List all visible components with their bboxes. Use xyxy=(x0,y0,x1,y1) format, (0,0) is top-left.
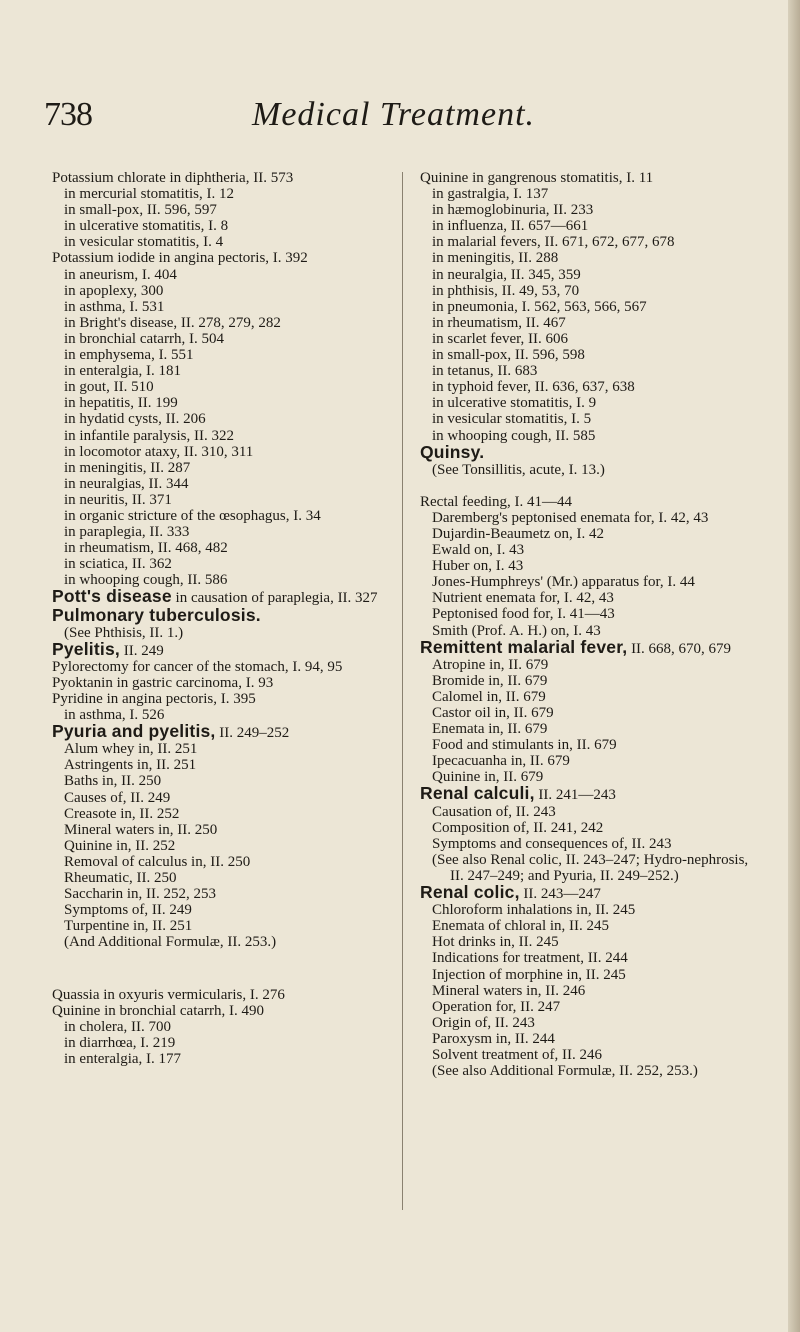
index-entry: Quinine in gangrenous stomatitis, I. 11 xyxy=(420,170,654,186)
index-subentry: in organic stricture of the œsophagus, I. 34 xyxy=(64,507,321,524)
index-subentry: in typhoid fever, II. 636, 637, 638 xyxy=(432,379,635,396)
index-subentry: in ulcerative stomatitis, I. 8 xyxy=(64,218,229,235)
running-title: Medical Treatment. xyxy=(252,96,536,133)
index-subentry: in apoplexy, 300 xyxy=(64,282,164,299)
heading-term: Pyuria and pyelitis, xyxy=(52,721,216,742)
index-subentry: Dujardin-Beaumetz on, I. 42 xyxy=(432,525,605,542)
index-subentry: Baths in, II. 250 xyxy=(64,773,162,790)
index-subentry: in enteralgia, I. 181 xyxy=(64,363,182,380)
index-subentry: Removal of calculus in, II. 250 xyxy=(64,853,251,870)
index-subentry: in gout, II. 510 xyxy=(64,379,154,396)
index-subentry: Mineral waters in, II. 246 xyxy=(432,982,586,999)
index-subentry: in cholera, II. 700 xyxy=(64,1018,172,1035)
index-subentry: (See Phthisis, II. 1.) xyxy=(64,624,184,641)
index-subentry: in small-pox, II. 596, 598 xyxy=(432,347,585,364)
index-subentry: Hot drinks in, II. 245 xyxy=(432,934,559,951)
index-subentry: in bronchial catarrh, I. 504 xyxy=(64,330,224,347)
index-subentry: Causes of, II. 249 xyxy=(64,789,171,806)
index-subentry: Origin of, II. 243 xyxy=(432,1014,535,1031)
heading-term: Renal colic, xyxy=(420,882,520,903)
index-subentry: Quinine in, II. 252 xyxy=(64,837,176,854)
index-subentry: in scarlet fever, II. 606 xyxy=(432,330,569,347)
index-subentry: (See Tonsillitis, acute, I. 13.) xyxy=(432,461,605,478)
index-subentry: Composition of, II. 241, 242 xyxy=(432,819,604,836)
index-subentry: in ulcerative stomatitis, I. 9 xyxy=(432,395,597,412)
index-entry: Pyuria and pyelitis, II. 249–252 xyxy=(52,721,290,742)
index-subentry: Mineral waters in, II. 250 xyxy=(64,821,218,838)
entry-spacer xyxy=(420,478,764,494)
index-subentry: in small-pox, II. 596, 597 xyxy=(64,202,217,219)
index-subentry: Symptoms and consequences of, II. 243 xyxy=(432,835,672,852)
index-subentry: Jones-Humphreys' (Mr.) apparatus for, I. 44 xyxy=(432,574,695,591)
index-subentry: Turpentine in, II. 251 xyxy=(64,918,193,935)
index-subentry: in influenza, II. 657—661 xyxy=(432,218,589,235)
index-subentry: in malarial fevers, II. 671, 672, 677, 678 xyxy=(432,234,675,251)
index-subentry: Alum whey in, II. 251 xyxy=(64,741,198,758)
index-subentry: in tetanus, II. 683 xyxy=(432,363,538,380)
index-subentry: Symptoms of, II. 249 xyxy=(64,902,192,919)
index-subentry: in meningitis, II. 287 xyxy=(64,459,191,476)
index-subentry: in paraplegia, II. 333 xyxy=(64,524,190,541)
index-subentry: in aneurism, I. 404 xyxy=(64,266,177,283)
index-subentry: Rheumatic, II. 250 xyxy=(64,870,177,887)
index-subentry: Injection of morphine in, II. 245 xyxy=(432,966,626,983)
index-subentry: Chloroform inhalations in, II. 245 xyxy=(432,902,636,919)
index-subentry: Operation for, II. 247 xyxy=(432,998,561,1015)
index-entry: Pyridine in angina pectoris, I. 395 xyxy=(52,691,256,707)
index-subentry: Paroxysm in, II. 244 xyxy=(432,1030,555,1047)
index-subentry: Ipecacuanha in, II. 679 xyxy=(432,753,570,770)
index-subentry: in Bright's disease, II. 278, 279, 282 xyxy=(64,314,281,331)
column-divider xyxy=(402,172,403,1210)
index-subentry: in hæmoglobinuria, II. 233 xyxy=(432,202,594,219)
index-subentry: Ewald on, I. 43 xyxy=(432,542,525,559)
index-subentry: in neuritis, II. 371 xyxy=(64,491,172,508)
index-subentry: Causation of, II. 243 xyxy=(432,803,556,820)
heading-term: Quinsy. xyxy=(420,441,485,462)
index-subentry: in whooping cough, II. 586 xyxy=(64,572,228,589)
index-entry: Potassium chlorate in diphtheria, II. 573 xyxy=(52,170,294,186)
heading-term: Pyelitis, xyxy=(52,638,120,659)
index-subentry: Nutrient enemata for, I. 42, 43 xyxy=(432,590,614,607)
index-subentry: Castor oil in, II. 679 xyxy=(432,705,554,721)
heading-term: Pulmonary tuberculosis. xyxy=(52,604,261,625)
index-subentry: in vesicular stomatitis, I. 4 xyxy=(64,234,224,251)
index-entry: Quassia in oxyuris vermicularis, I. 276 xyxy=(52,986,285,1003)
index-entry: Renal colic, II. 243—247 xyxy=(420,882,601,903)
index-subentry: in rheumatism, II. 467 xyxy=(432,314,566,331)
index-subentry: (See also Renal colic, II. 243–247; Hydro-nephrosis, II. 247–249; and Pyuria, II. 249–252.) xyxy=(432,851,749,884)
index-subentry: Saccharin in, II. 252, 253 xyxy=(64,886,217,903)
index-subentry: (And Additional Formulæ, II. 253.) xyxy=(64,934,277,951)
index-subentry: Quinine in, II. 679 xyxy=(432,769,544,786)
index-subentry: Calomel in, II. 679 xyxy=(432,688,546,705)
index-entry: Pylorectomy for cancer of the stomach, I. 94, 95 xyxy=(52,658,343,675)
index-subentry: in hydatid cysts, II. 206 xyxy=(64,411,206,428)
index-entry: Pott's disease in causation of paraplegia, II. 327 xyxy=(52,586,378,607)
index-subentry: in pneumonia, I. 562, 563, 566, 567 xyxy=(432,298,647,315)
index-subentry: Peptonised food for, I. 41—43 xyxy=(432,606,615,623)
index-column-right xyxy=(420,170,764,1079)
index-subentry: in vesicular stomatitis, I. 5 xyxy=(432,411,592,428)
index-subentry: Atropine in, II. 679 xyxy=(432,656,549,673)
index-subentry: in sciatica, II. 362 xyxy=(64,556,172,573)
index-subentry: in hepatitis, II. 199 xyxy=(64,395,178,412)
index-subentry: in emphysema, I. 551 xyxy=(64,347,194,364)
index-subentry: Astringents in, II. 251 xyxy=(64,757,197,774)
page-header xyxy=(44,96,744,156)
index-subentry: Smith (Prof. A. H.) on, I. 43 xyxy=(432,622,601,639)
heading-term: Pott's disease xyxy=(52,586,172,607)
index-column-left xyxy=(52,170,386,1067)
index-subentry: in mercurial stomatitis, I. 12 xyxy=(64,186,234,203)
heading-term: Remittent malarial fever, xyxy=(420,636,628,657)
index-subentry: Solvent treatment of, II. 246 xyxy=(432,1046,602,1063)
index-subentry: Daremberg's peptonised enemata for, I. 42, 43 xyxy=(432,509,709,526)
index-entry: Renal calculi, II. 241—243 xyxy=(420,783,616,804)
entry-spacer xyxy=(52,951,386,987)
index-subentry: in locomotor ataxy, II. 310, 311 xyxy=(64,443,254,460)
index-subentry: in neuralgia, II. 345, 359 xyxy=(432,266,581,283)
index-subentry: in asthma, I. 531 xyxy=(64,298,165,315)
index-subentry: in phthisis, II. 49, 53, 70 xyxy=(432,282,580,299)
index-entry: Potassium iodide in angina pectoris, I. 392 xyxy=(52,250,308,267)
page-edge xyxy=(788,0,800,1332)
index-subentry: Creasote in, II. 252 xyxy=(64,805,180,822)
index-entry: Quinine in bronchial catarrh, I. 490 xyxy=(52,1002,265,1019)
index-subentry: Enemata in, II. 679 xyxy=(432,721,548,738)
index-entry: Pyoktanin in gastric carcinoma, I. 93 xyxy=(52,674,274,691)
index-subentry: Huber on, I. 43 xyxy=(432,558,524,575)
index-subentry: Bromide in, II. 679 xyxy=(432,672,548,689)
index-entry xyxy=(52,604,386,625)
index-subentry: in rheumatism, II. 468, 482 xyxy=(64,540,228,557)
index-entry xyxy=(420,441,764,462)
index-subentry: Indications for treatment, II. 244 xyxy=(432,950,628,967)
index-subentry: Food and stimulants in, II. 679 xyxy=(432,737,617,754)
page-number: 738 xyxy=(44,96,92,133)
index-entry: Rectal feeding, I. 41—44 xyxy=(420,493,573,510)
index-subentry: in asthma, I. 526 xyxy=(64,707,165,724)
index-subentry: (See also Additional Formulæ, II. 252, 253.) xyxy=(432,1063,698,1080)
heading-term: Renal calculi, xyxy=(420,783,535,804)
index-entry: Remittent malarial fever, II. 668, 670, 679 xyxy=(420,636,732,657)
index-subentry: in meningitis, II. 288 xyxy=(432,250,559,267)
index-subentry: in whooping cough, II. 585 xyxy=(432,427,596,444)
index-entry: Pyelitis, II. 249 xyxy=(52,638,164,659)
index-subentry: in enteralgia, I. 177 xyxy=(64,1050,182,1067)
index-subentry: in diarrhœa, I. 219 xyxy=(64,1034,176,1051)
index-subentry: Enemata of chloral in, II. 245 xyxy=(432,918,610,935)
index-subentry: in infantile paralysis, II. 322 xyxy=(64,427,234,444)
index-subentry: in gastralgia, I. 137 xyxy=(432,186,549,203)
index-subentry: in neuralgias, II. 344 xyxy=(64,475,189,492)
